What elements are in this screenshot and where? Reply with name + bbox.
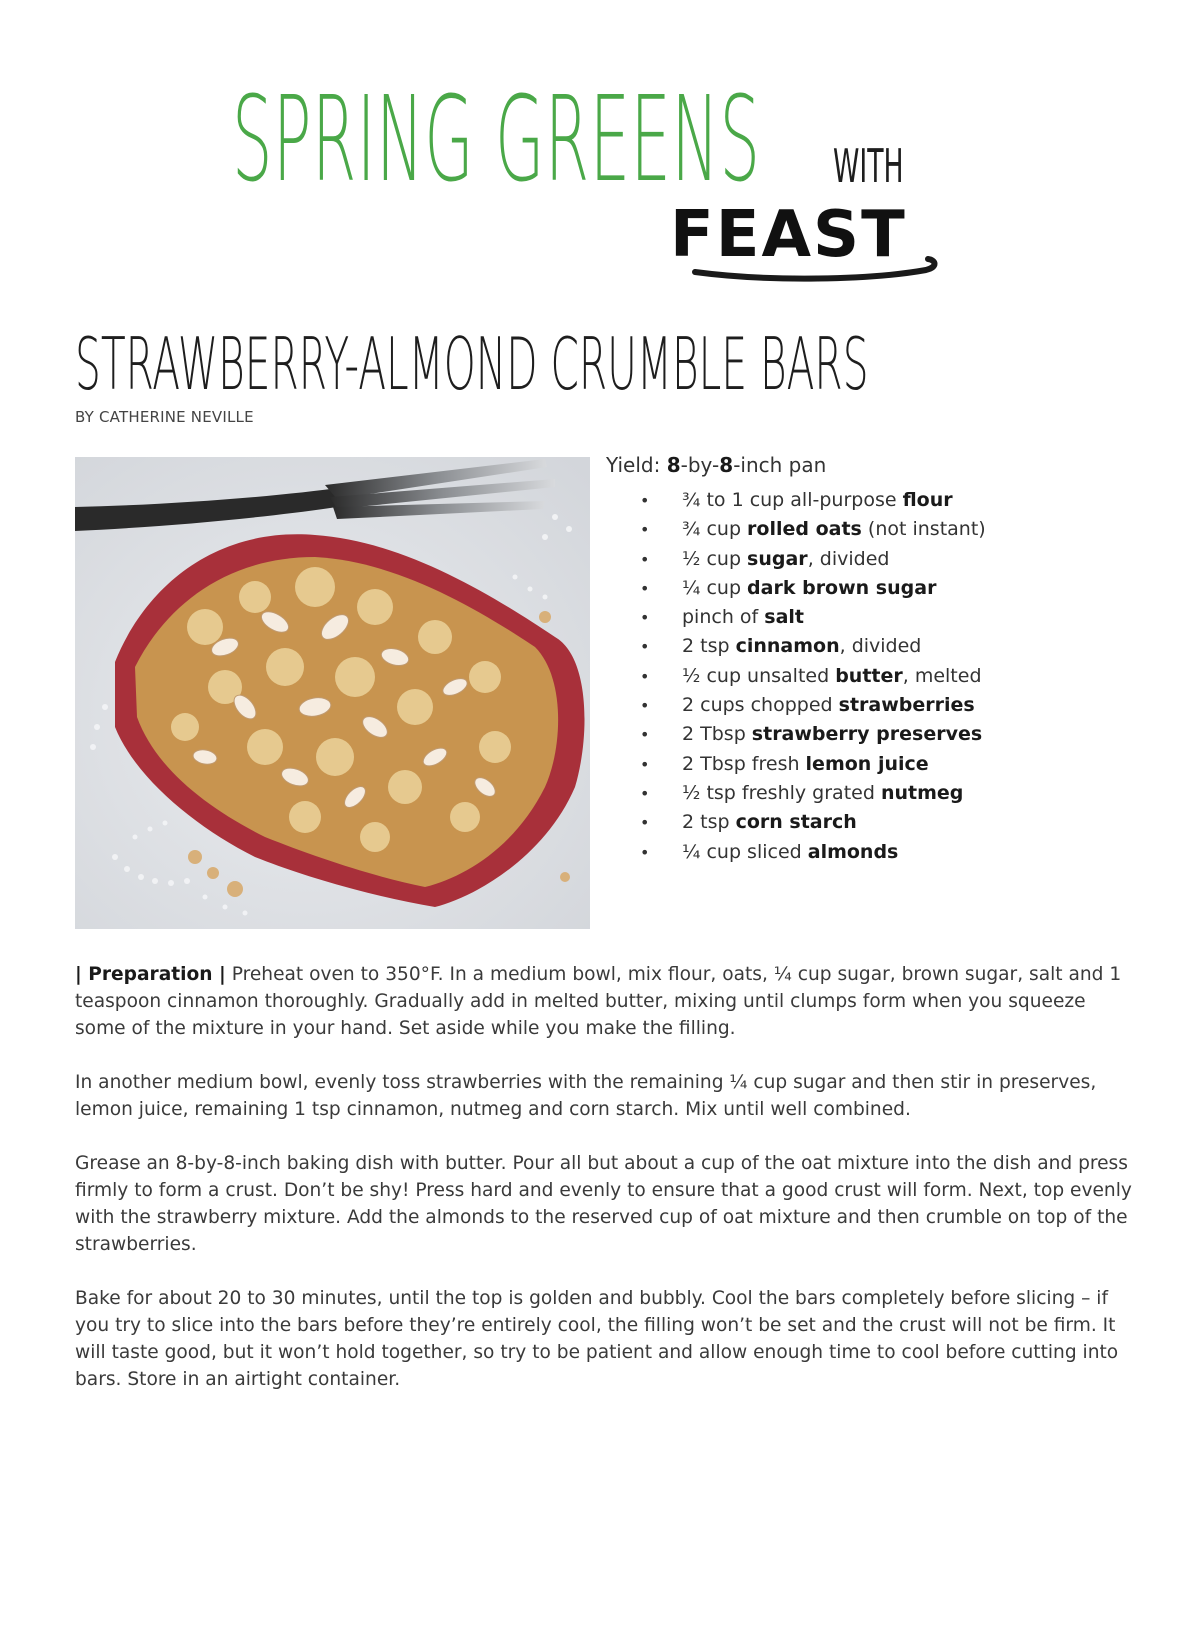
ingredient-name: lemon juice (805, 752, 929, 775)
ingredient-name: dark brown sugar (747, 576, 937, 599)
bullet-icon: • (640, 842, 650, 862)
preparation-step-text: Preheat oven to 350°F. In a medium bowl, mix flour, oats, ¼ cup sugar, brown sugar, salt and 1 teaspoon cinnamon thoroughly. Gradually add in melted butter, mixing until clumps form when you squeeze some of the mixture in your hand. Set aside while you make the filling. (75, 964, 1122, 1039)
recipe-byline: BY CATHERINE NEVILLE (75, 408, 254, 426)
bullet-icon: • (640, 754, 650, 774)
ingredient-item (640, 691, 986, 720)
preparation-paragraph: Grease an 8-by-8-inch baking dish with butter. Pour all but about a cup of the oat mixture into the dish and press firmly to form a crust. Don’t be shy! Press hard and evenly to ensure that a good crust will form. Next, top evenly with the strawberry mixture. Add the almonds to the reserved cup of oat mixture and then crumble on top of the strawberries. (75, 1153, 1132, 1255)
ingredient-amount: ¼ cup (682, 576, 748, 599)
preparation-label: | Preparation | (75, 964, 226, 985)
preparation-section (75, 961, 1135, 1420)
ingredient-item (640, 838, 986, 867)
ingredient-amount: 2 cups chopped (682, 694, 839, 717)
bullet-icon: • (640, 813, 650, 833)
ingredient-amount: 2 tsp (682, 635, 736, 658)
ingredient-name: flour (902, 489, 953, 511)
ingredient-item (640, 662, 986, 691)
recipe-yield (606, 453, 826, 477)
recipe-title: STRAWBERRY-ALMOND CRUMBLE BARS (75, 322, 869, 406)
ingredient-note: , melted (902, 664, 982, 687)
ingredient-item (640, 720, 986, 749)
ingredient-amount: ½ cup (682, 547, 748, 570)
ingredient-name: corn starch (735, 811, 857, 834)
ingredient-list (640, 486, 986, 867)
yield-dimension-1: 8 (666, 453, 681, 477)
ingredient-name: butter (835, 664, 903, 687)
bullet-icon: • (640, 696, 650, 716)
ingredient-note: , divided (839, 635, 922, 658)
ingredient-amount: ¼ cup sliced (682, 840, 808, 863)
yield-separator: -by- (680, 453, 720, 477)
masthead-with: WITH (833, 139, 904, 193)
ingredient-name: rolled oats (747, 518, 862, 541)
ingredient-amount: ¾ cup (682, 518, 748, 541)
recipe-photo (75, 457, 590, 929)
ingredient-name: almonds (807, 840, 899, 863)
bullet-icon: • (640, 608, 650, 628)
ingredient-name: strawberries (838, 694, 975, 717)
feast-logo-swoosh (690, 248, 950, 288)
ingredient-amount: 2 tsp (682, 811, 736, 834)
ingredient-item (640, 632, 986, 661)
bullet-icon: • (640, 725, 650, 745)
ingredient-name: strawberry preserves (751, 723, 983, 746)
ingredient-amount: 2 Tbsp fresh (682, 752, 806, 775)
feast-logo: FEAST (670, 198, 907, 272)
bullet-icon: • (640, 491, 650, 510)
yield-dimension-2: 8 (719, 453, 734, 477)
masthead-green-title: SPRING GREENS (232, 70, 761, 208)
ingredient-name: salt (764, 606, 804, 629)
preparation-paragraph (75, 961, 1135, 1042)
ingredient-item (640, 808, 986, 837)
crumble-bar-image (75, 457, 590, 929)
ingredient-item (640, 515, 986, 544)
ingredient-item (640, 545, 986, 574)
ingredient-item (640, 486, 986, 515)
preparation-paragraph: In another medium bowl, evenly toss strawberries with the remaining ¼ cup sugar and then stir in preserves, lemon juice, remaining 1 tsp cinnamon, nutmeg and corn starch. Mix until well combined. (75, 1072, 1097, 1120)
ingredient-amount: 2 Tbsp (682, 723, 752, 746)
ingredient-amount: ½ tsp freshly grated (682, 781, 881, 804)
ingredient-note: (not instant) (861, 518, 986, 541)
bullet-icon: • (640, 783, 650, 803)
ingredient-item (640, 750, 986, 779)
bullet-icon: • (640, 578, 650, 598)
ingredient-item (640, 574, 986, 603)
ingredient-name: sugar (747, 547, 808, 570)
yield-suffix: -inch pan (733, 453, 827, 477)
ingredient-name: cinnamon (735, 635, 840, 658)
ingredient-item (640, 603, 986, 632)
bullet-icon: • (640, 666, 650, 686)
ingredient-name: nutmeg (880, 781, 964, 804)
ingredient-amount: pinch of (682, 606, 765, 629)
ingredient-item (640, 779, 986, 808)
bullet-icon: • (640, 520, 650, 540)
ingredient-note: , divided (807, 547, 890, 570)
ingredient-amount: ½ cup unsalted (682, 664, 836, 687)
bullet-icon: • (640, 637, 650, 657)
ingredient-amount: ¾ to 1 cup all-purpose (682, 489, 903, 511)
preparation-paragraph: Bake for about 20 to 30 minutes, until the top is golden and bubbly. Cool the bars completely before slicing – if you try to slice into the bars before they’re entirely cool, the filling won’t be set and the crust will not be firm. It will taste good, but it won’t hold together, so try to be patient and allow enough time to cool before cutting into bars. Store in an airtight container. (75, 1288, 1119, 1390)
masthead (0, 0, 1200, 300)
yield-label: Yield: (606, 453, 667, 477)
bullet-icon: • (640, 549, 650, 569)
